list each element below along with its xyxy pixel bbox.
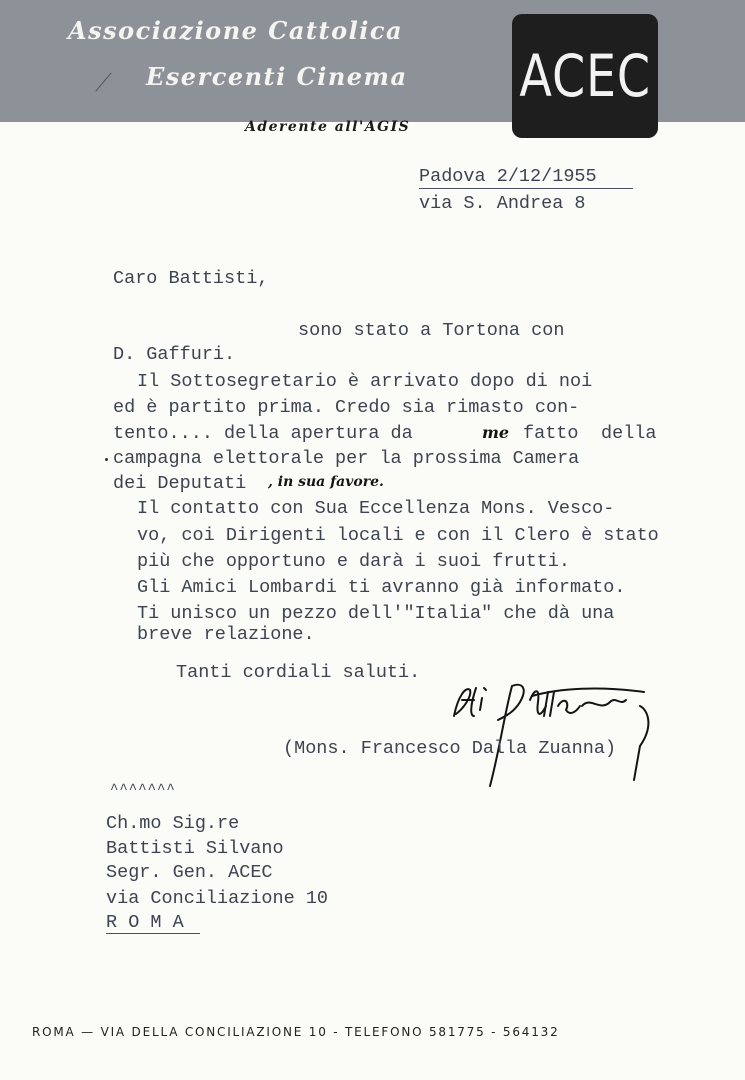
body-line: campagna elettorale per la prossima Camera: [113, 448, 580, 469]
recipient-city: R O M A: [106, 912, 184, 933]
date-underline: [419, 188, 633, 189]
closing: Tanti cordiali saluti.: [176, 662, 421, 683]
body-line: vo, coi Dirigenti locali e con il Clero è stato: [137, 525, 659, 546]
handwritten-signature: [440, 676, 680, 796]
body-line: D. Gaffuri.: [113, 344, 236, 365]
body-line: Il contatto con Sua Eccellenza Mons. Vesco-: [137, 498, 615, 519]
recipient-line: Battisti Silvano: [106, 838, 284, 859]
letterhead-affiliation: Aderente all'AGIS: [245, 119, 411, 135]
separator: ^^^^^^^: [110, 782, 176, 798]
body-line: tento.... della apertura da: [113, 423, 413, 444]
recipient-line: Ch.mo Sig.re: [106, 813, 240, 834]
letterhead-org-line2: Esercenti Cinema: [146, 62, 408, 91]
letterhead-footer: ROMA — VIA DELLA CONCILIAZIONE 10 - TELEFONO 581775 - 564132: [32, 1025, 560, 1039]
handwritten-insert: , in sua favore.: [268, 474, 384, 490]
recipient-line: via Conciliazione 10: [106, 888, 329, 909]
body-line: ed è partito prima. Credo sia rimasto con-: [113, 397, 580, 418]
body-line: breve relazione.: [137, 624, 315, 645]
body-line: fatto: [523, 423, 579, 444]
handwritten-me: me: [482, 423, 510, 442]
body-line: più che opportuno e darà i suoi frutti.: [137, 551, 570, 572]
body-line: Gli Amici Lombardi ti avranno già informato.: [137, 577, 626, 598]
letterhead-org-line1: Associazione Cattolica: [68, 16, 403, 45]
signature-label: (Mons. Francesco Dalla Zuanna): [283, 738, 617, 759]
date-line: Padova 2/12/1955: [419, 166, 597, 187]
recipient-city-underline: [106, 933, 200, 934]
acec-logo-text: ACEC: [519, 42, 651, 110]
body-line: Il Sottosegretario è arrivato dopo di noi: [137, 371, 593, 392]
body-line: sono stato a Tortona con: [298, 320, 565, 341]
body-line: della: [601, 423, 657, 444]
body-line: dei Deputati: [113, 473, 247, 494]
sender-address: via S. Andrea 8: [419, 193, 586, 214]
body-line: Ti unisco un pezzo dell'"Italia" che dà una: [137, 603, 615, 624]
salutation: Caro Battisti,: [113, 268, 269, 289]
margin-dot: [105, 458, 108, 461]
acec-logo: [512, 14, 658, 138]
recipient-line: Segr. Gen. ACEC: [106, 862, 273, 883]
